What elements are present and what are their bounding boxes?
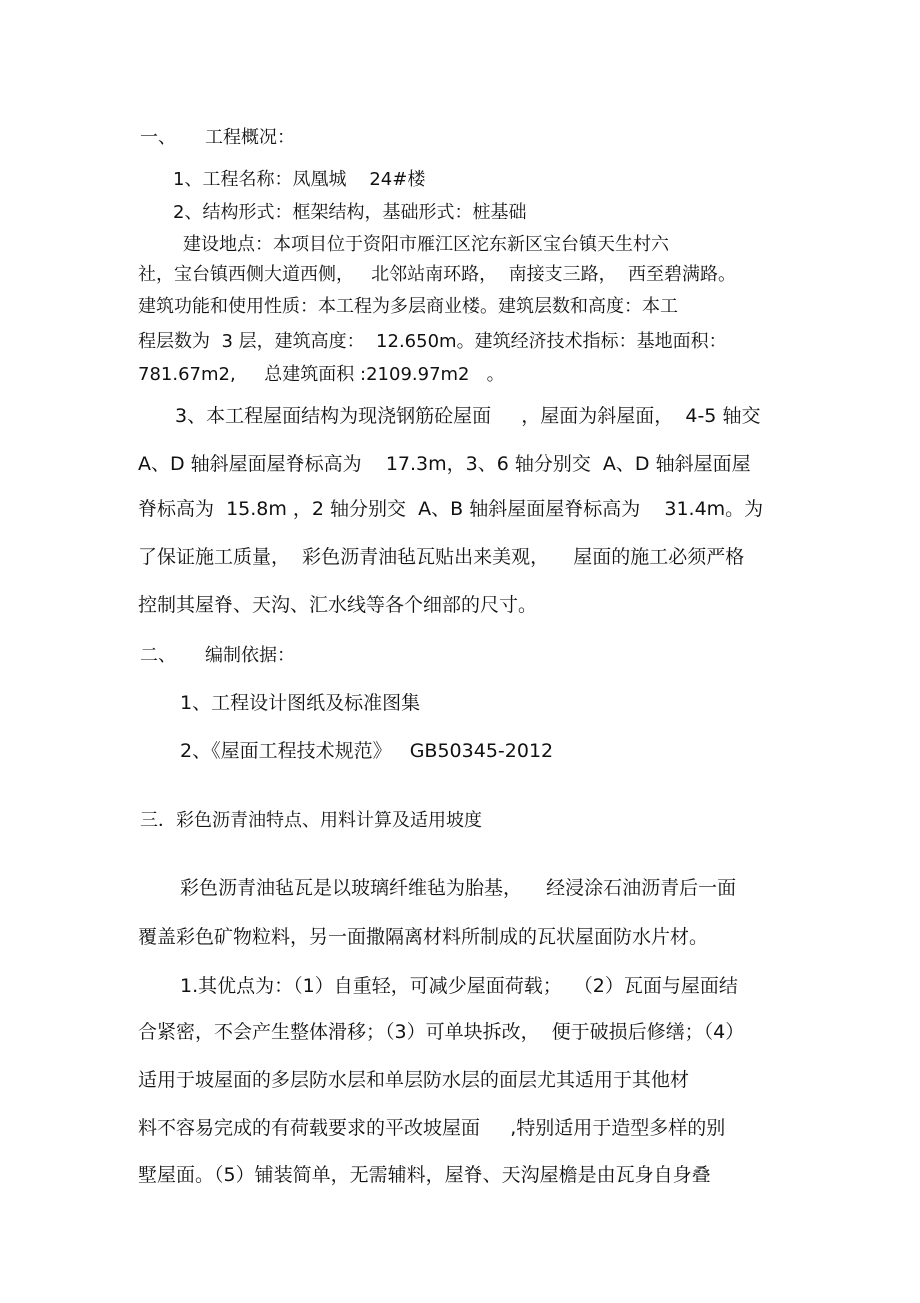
paragraph-line: 控制其屋脊、天沟、汇水线等各个细部的尺寸。	[138, 594, 538, 616]
section1-heading-title: 工程概况：	[205, 127, 295, 148]
paragraph-line: 彩色沥青油毡瓦是以玻璃纤维毡为胎基， 经浸涂石油沥青后一面	[180, 877, 737, 899]
section1-heading-number: 一、	[140, 127, 176, 148]
paragraph-line: 建设地点：本项目位于资阳市雁江区沱东新区宝台镇天生村六	[183, 234, 669, 255]
paragraph-line: 建筑功能和使用性质：本工程为多层商业楼。建筑层数和高度：本工	[138, 296, 678, 317]
paragraph-line: 合紧密，不会产生整体滑移；（3）可单块拆改， 便于破损后修缮；（4）	[138, 1021, 745, 1043]
paragraph-line: 料不容易完成的有荷载要求的平改坡屋面 ,特别适用于造型多样的别	[138, 1117, 726, 1139]
paragraph-line: 程层数为 3 层，建筑高度： 12.650m。建筑经济技术指标：基地面积：	[138, 331, 727, 352]
structure-form-item: 2、结构形式：框架结构，基础形式：桩基础	[173, 202, 527, 223]
section3-heading: 三．彩色沥青油特点、用料计算及适用坡度	[140, 810, 482, 831]
paragraph-line: 社，宝台镇西侧大道西侧， 北邻站南环路， 南接支三路， 西至碧满路。	[138, 264, 737, 285]
paragraph-line: 1.其优点为：（1）自重轻，可减少屋面荷载； （2）瓦面与屋面结	[180, 975, 738, 997]
paragraph-line: 了保证施工质量， 彩色沥青油毡瓦贴出来美观， 屋面的施工必须严格	[138, 546, 745, 568]
section2-heading-title: 编制依据：	[205, 645, 295, 666]
paragraph-line: 适用于坡屋面的多层防水层和单层防水层的面层尤其适用于其他材	[138, 1069, 690, 1091]
project-name-item: 1、工程名称：凤凰城 24#楼	[173, 169, 426, 190]
basis-item: 1、工程设计图纸及标准图集	[180, 692, 421, 714]
basis-item: 2、《屋面工程技术规范》 GB50345-2012	[180, 740, 554, 762]
paragraph-line: 覆盖彩色矿物粒料，另一面撒隔离材料所制成的瓦状屋面防水片材。	[138, 926, 709, 948]
paragraph-line: 墅屋面。（5）铺装简单，无需辅料，屋脊、天沟屋檐是由瓦身自身叠	[138, 1164, 711, 1186]
paragraph-line: 781.67m2, 总建筑面积 :2109.97m2 。	[138, 364, 505, 385]
paragraph-line: A、D 轴斜屋面屋脊标高为 17.3m，3、6 轴分别交 A、D 轴斜屋面屋	[138, 453, 751, 475]
paragraph-line: 脊标高为 15.8m ，2 轴分别交 A、B 轴斜屋面屋脊标高为 31.4m。为	[138, 498, 764, 520]
paragraph-line: 3、本工程屋面结构为现浇钢筋砼屋面 ，屋面为斜屋面， 4-5 轴交	[175, 405, 761, 427]
section2-heading-number: 二、	[140, 645, 176, 666]
